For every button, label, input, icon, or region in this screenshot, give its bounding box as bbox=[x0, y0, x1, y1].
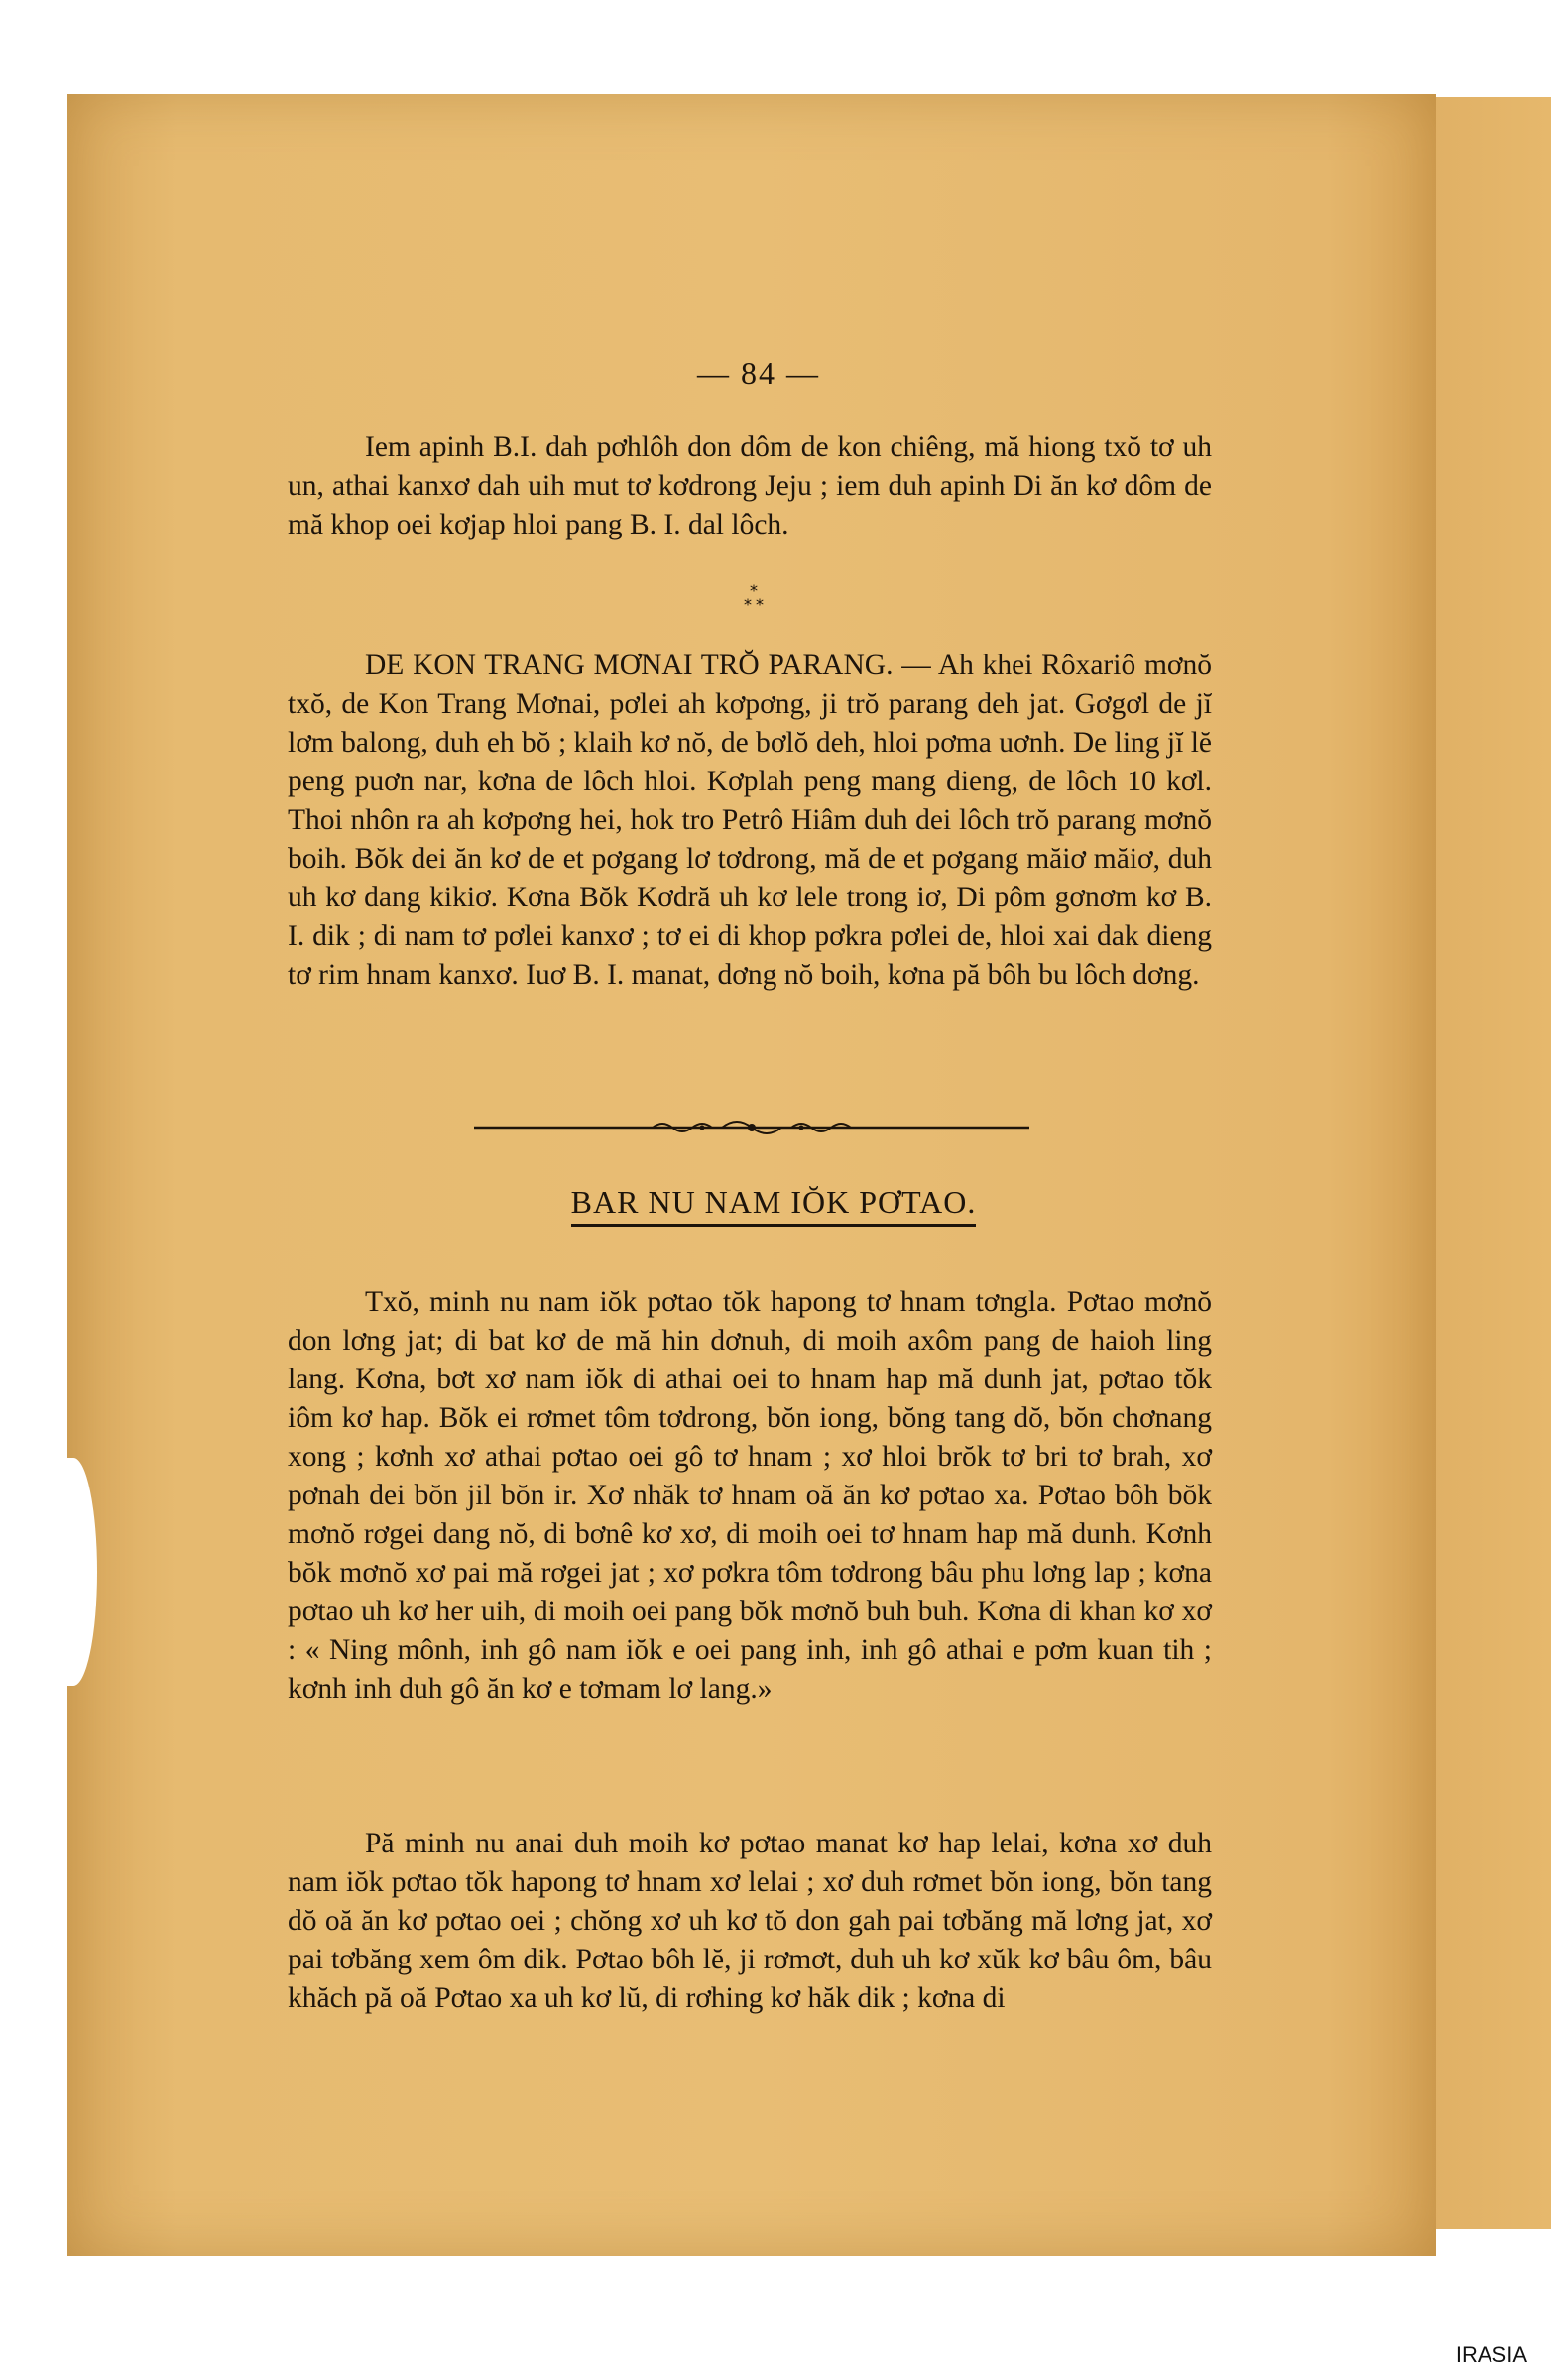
section-heading bbox=[426, 1184, 1121, 1221]
asterism-separator: ⁎ ⁎ ⁎ bbox=[744, 578, 764, 609]
page-number: — 84 — bbox=[697, 355, 820, 391]
paragraph-news: DE KON TRANG MƠNAI TRŎ PARANG. — Ah khei Rôxariô mơnŏ txŏ, de Kon Trang Mơnai, pơlei ah kơpơng, ji trŏ parang deh jat. Gơgơl de jĭ lơm balong, duh eh bŏ ; klaih kơ nŏ, de bơlŏ deh, hloi pơma uơnh. De ling jĭ lĕ peng puơn nar, kơna de lôch hloi. Kơplah peng mang dieng, de lôch 10 kơl. Thoi nhôn ra ah kơpơng hei, hok tro Petrô Hiâm duh dei lôch trŏ parang mơnŏ boih. Bŏk dei ăn kơ de et pơgang lơ tơdrong, mă de et pơgang măiơ măiơ, duh uh kơ dang kikiơ. Kơna Bŏk Kơdră uh kơ lele trong iơ, Di pôm gơnơm kơ B. I. dik ; di nam tơ pơlei kanxơ ; tơ ei di khop pơkra pơlei de, hloi xai dak dieng tơ rim hnam kanxơ. Iuơ B. I. manat, dơng nŏ boih, kơna pă bôh bu lôch dơng. bbox=[288, 650, 1212, 991]
archive-watermark: IRASIA bbox=[1455, 2342, 1527, 2367]
paragraph-story-1: Txŏ, minh nu nam iŏk pơtao tŏk hapong tơ hnam tơngla. Pơtao mơnŏ don lơng jat; di bat kơ de mă hin dơnuh, di moih axôm pang de haioh ling lang. Kơna, bơt xơ nam iŏk di athai oei to hnam hap mă dunh jat, pơtao tŏk iôm kơ hap. Bŏk ei rơmet tôm tơdrong, bŏn iong, bŏng tang dŏ, bŏn chơnang xong ; kơnh xơ athai pơtao oei gô tơ hnam ; xơ hloi brŏk tơ bri tơ brah, xơ pơnah dei bŏn jil bŏn ir. Xơ nhăk tơ hnam oă ăn kơ pơtao xa. Pơtao bôh bŏk mơnŏ rơgei dang nŏ, di bơnê kơ xơ, di moih oei tơ hnam hap mă dunh. Kơnh bŏk mơnŏ xơ pai mă rơgei jat ; xơ pơkra tôm tơdrong bâu phu lơng lap ; kơna pơtao uh kơ her uih, di moih oei pang bŏk mơnŏ buh buh. Kơna di khan kơ xơ : « Ning mônh, inh gô nam iŏk e oei pang inh, inh gô athai e pơm kuan tih ; kơnh inh duh gô ăn kơ e tơmam lơ lang.» bbox=[288, 1286, 1212, 1705]
ornamental-divider bbox=[474, 1113, 1029, 1142]
section-heading-text: BAR NU NAM IŎK PƠTAO. bbox=[571, 1184, 977, 1227]
paragraph-intro: Iem apinh B.I. dah pơhlôh don dôm de kon chiêng, mă hiong txŏ tơ uh un, athai kanxơ dah uih mut tơ kơdrong Jeju ; iem duh apinh Di ăn kơ dôm de mă khop oei kơjap hloi pang B. I. dal lôch. bbox=[288, 431, 1212, 540]
paragraph-story-2: Pă minh nu anai duh moih kơ pơtao manat kơ hap lelai, kơna xơ duh nam iŏk pơtao tŏk hapong tơ hnam xơ lelai ; xơ duh rơmet bŏn iong, bŏn tang dŏ oă ăn kơ pơtao oei ; chŏng xơ uh kơ tŏ don gah pai tơbăng mă lơng jat, xơ pai tơbăng xem ôm dik. Pơtao bôh lĕ, ji rơmơt, duh uh kơ xŭk kơ bâu ôm, bâu khăch pă oă Pơtao xa uh kơ lŭ, di rơhing kơ hăk dik ; kơna di bbox=[288, 1828, 1212, 2014]
